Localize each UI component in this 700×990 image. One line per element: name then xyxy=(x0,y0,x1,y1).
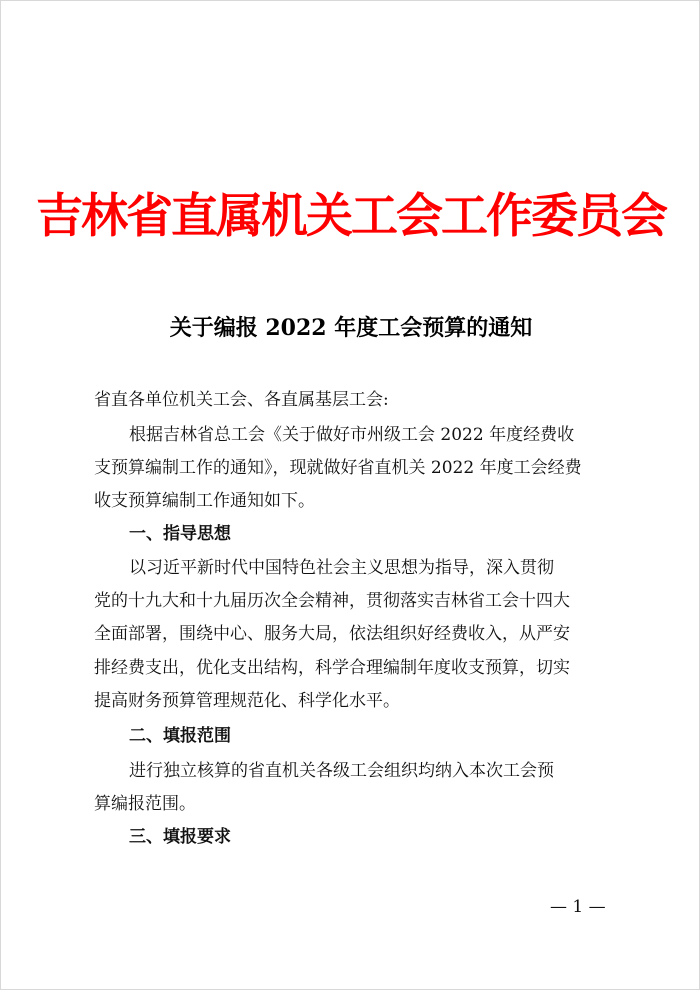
section-line: 排经费支出，优化支出结构，科学合理编制年度收支预算，切实 xyxy=(94,658,570,678)
document-title: 关于编报 2022 年度工会预算的通知 xyxy=(169,315,533,341)
section-line: 进行独立核算的省直机关各级工会组织均纳入本次工会预 xyxy=(129,761,554,781)
section-line: 以习近平新时代中国特色社会主义思想为指导，深入贯彻 xyxy=(129,558,554,578)
intro-line: 根据吉林省总工会《关于做好市州级工会 2022 年度经费收 xyxy=(129,425,575,445)
section-line: 提高财务预算管理规范化、科学化水平。 xyxy=(94,691,400,711)
page-number: — 1 — xyxy=(550,897,606,917)
section-heading: 一、指导思想 xyxy=(129,524,231,544)
section-heading: 三、填报要求 xyxy=(129,827,231,847)
section-heading: 二、填报范围 xyxy=(129,726,231,746)
organization-header: 吉林省直属机关工会工作委员会 xyxy=(36,189,666,244)
section-line: 算编报范围。 xyxy=(94,794,196,814)
intro-line: 收支预算编制工作通知如下。 xyxy=(94,491,315,511)
section-line: 全面部署，围绕中心、服务大局，依法组织好经费收入，从严安 xyxy=(94,624,570,644)
salutation: 省直各单位机关工会、各直属基层工会: xyxy=(94,390,389,410)
section-line: 党的十九大和十九届历次全会精神，贯彻落实吉林省工会十四大 xyxy=(94,591,570,611)
intro-line: 支预算编制工作的通知》，现就做好省直机关 2022 年度工会经费 xyxy=(94,458,582,478)
